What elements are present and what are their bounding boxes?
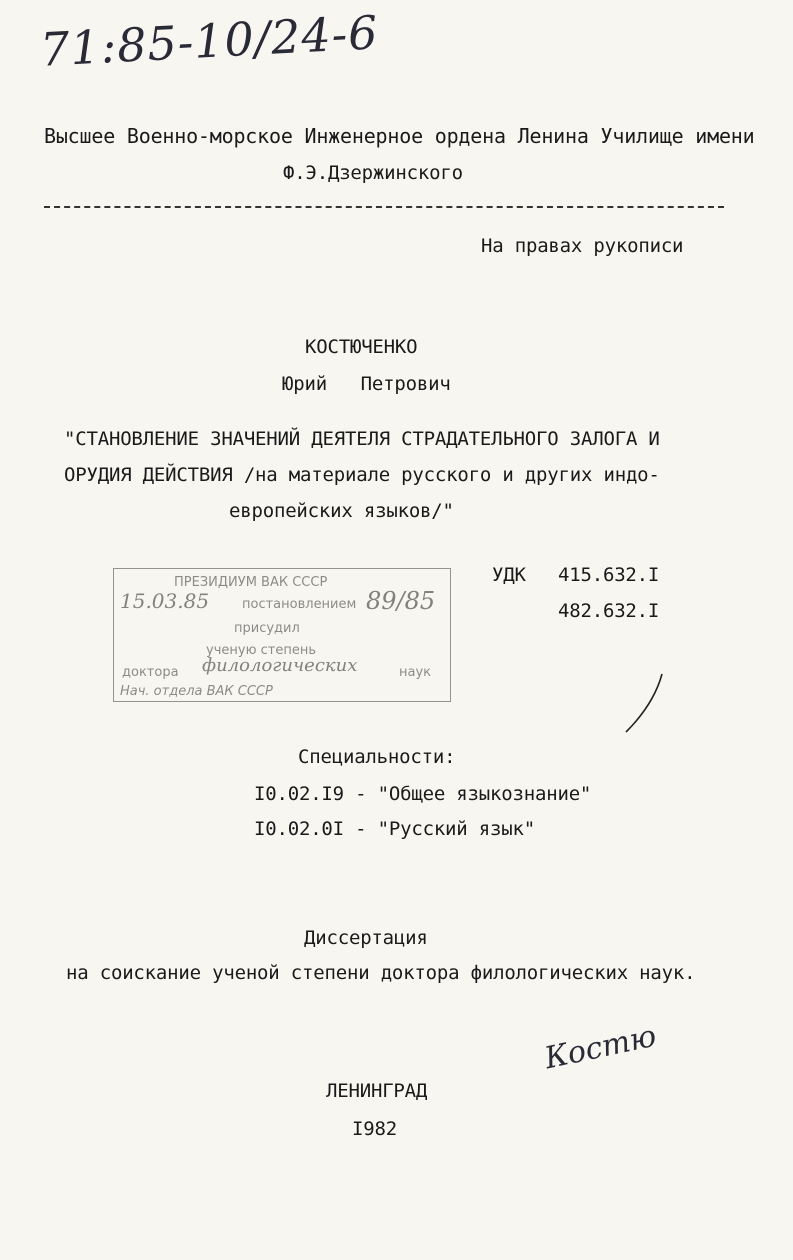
stamp-line-1: ПРЕЗИДИУМ ВАК СССР — [174, 575, 328, 590]
dissertation-heading: Диссертация — [304, 927, 428, 949]
specialty-2: I0.02.0I - "Русский язык" — [254, 818, 535, 840]
udk-label: УДК — [492, 564, 526, 586]
archive-mark: 71:85-10/24-6 — [38, 5, 380, 77]
stamp-handwritten-field: филологических — [202, 655, 358, 676]
stamp-line-4: ученую степень — [206, 643, 317, 658]
city: ЛЕНИНГРАД — [326, 1080, 428, 1102]
stamp-handwritten-date: 15.03.85 — [120, 589, 210, 613]
institution-line-2: Ф.Э.Дзержинского — [283, 162, 463, 184]
author-signature: Костю — [541, 1018, 660, 1077]
stamp-handwritten-number: 89/85 — [366, 587, 436, 615]
udk-code-1: 415.632.I — [558, 564, 660, 586]
vak-stamp — [113, 568, 451, 702]
stamp-line-5-prefix: доктора — [122, 665, 179, 680]
stamp-line-3: присудил — [234, 621, 300, 636]
author-given-name: Юрий Петрович — [282, 373, 451, 395]
specialties-heading: Специальности: — [298, 746, 456, 768]
pen-stroke-mark — [620, 668, 670, 738]
title-line-1: "СТАНОВЛЕНИЕ ЗНАЧЕНИЙ ДЕЯТЕЛЯ СТРАДАТЕЛЬНОГО ЗАЛОГА И — [64, 428, 660, 450]
udk-code-2: 482.632.I — [558, 600, 660, 622]
author-surname: КОСТЮЧЕНКО — [305, 336, 418, 358]
rights-note: На правах рукописи — [481, 235, 684, 257]
title-line-2: ОРУДИЯ ДЕЙСТВИЯ /на материале русского и других индо- — [64, 464, 660, 486]
institution-line-1: Высшее Военно-морское Инженерное ордена Ленина Училище имени — [44, 124, 755, 148]
specialty-1: I0.02.I9 - "Общее языкознание" — [254, 783, 592, 805]
stamp-line-5-suffix: наук — [399, 665, 432, 680]
separator-dashed-line — [44, 206, 724, 210]
dissertation-purpose: на соискание ученой степени доктора филологических наук. — [66, 962, 696, 984]
title-line-3: европейских языков/" — [229, 500, 454, 522]
year: I982 — [352, 1118, 397, 1140]
stamp-line-2: постановлением — [242, 597, 357, 612]
stamp-line-6: Нач. отдела ВАК СССР — [120, 684, 273, 699]
